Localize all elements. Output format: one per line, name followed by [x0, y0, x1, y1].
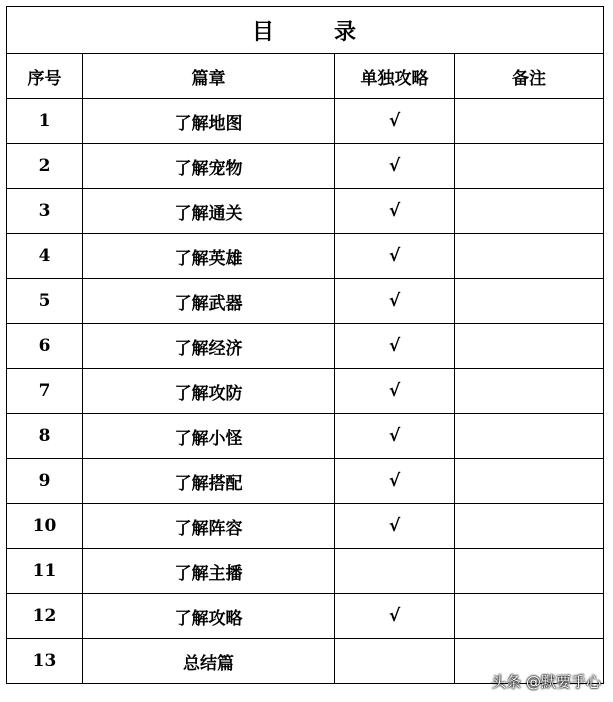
- row-note: [455, 324, 604, 369]
- row-index: 3: [7, 189, 83, 234]
- table-row: [7, 414, 604, 459]
- row-chapter: 了解阵容: [83, 504, 335, 549]
- row-guide-check: √: [335, 594, 455, 639]
- row-note: [455, 369, 604, 414]
- toc-body: [7, 99, 604, 684]
- row-guide-check: √: [335, 234, 455, 279]
- row-index: 6: [7, 324, 83, 369]
- row-chapter: 总结篇: [83, 639, 335, 684]
- row-index: 1: [7, 99, 83, 144]
- row-index: 5: [7, 279, 83, 324]
- row-index: 2: [7, 144, 83, 189]
- row-guide-check: √: [335, 189, 455, 234]
- row-chapter: 了解小怪: [83, 414, 335, 459]
- table-row: [7, 549, 604, 594]
- row-note: [455, 144, 604, 189]
- row-guide-check: √: [335, 324, 455, 369]
- row-chapter: 了解英雄: [83, 234, 335, 279]
- row-chapter: 了解宠物: [83, 144, 335, 189]
- row-chapter: 了解攻防: [83, 369, 335, 414]
- row-note: [455, 414, 604, 459]
- row-index: 8: [7, 414, 83, 459]
- row-note: [455, 504, 604, 549]
- row-index: 12: [7, 594, 83, 639]
- title-row: [7, 7, 604, 54]
- row-guide-check: √: [335, 144, 455, 189]
- toc-title: 目 录: [7, 7, 604, 54]
- row-guide-check: [335, 639, 455, 684]
- table-row: [7, 99, 604, 144]
- row-note: [455, 594, 604, 639]
- table-row: [7, 459, 604, 504]
- row-guide-check: √: [335, 369, 455, 414]
- table-row: [7, 234, 604, 279]
- row-note: [455, 549, 604, 594]
- row-index: 9: [7, 459, 83, 504]
- header-note: 备注: [455, 54, 604, 99]
- table-row: [7, 189, 604, 234]
- table-row: [7, 279, 604, 324]
- row-chapter: 了解武器: [83, 279, 335, 324]
- table-row: [7, 504, 604, 549]
- watermark: 头条 @默要手心: [491, 673, 601, 691]
- row-guide-check: √: [335, 99, 455, 144]
- row-note: [455, 279, 604, 324]
- row-index: 11: [7, 549, 83, 594]
- table-row: [7, 144, 604, 189]
- row-index: 4: [7, 234, 83, 279]
- row-note: [455, 459, 604, 504]
- row-chapter: 了解主播: [83, 549, 335, 594]
- row-index: 7: [7, 369, 83, 414]
- header-guide: 单独攻略: [335, 54, 455, 99]
- row-guide-check: [335, 549, 455, 594]
- header-chapter: 篇章: [83, 54, 335, 99]
- row-guide-check: √: [335, 459, 455, 504]
- row-guide-check: √: [335, 504, 455, 549]
- row-guide-check: √: [335, 414, 455, 459]
- row-note: [455, 99, 604, 144]
- row-chapter: 了解攻略: [83, 594, 335, 639]
- row-note: [455, 189, 604, 234]
- header-index: 序号: [7, 54, 83, 99]
- row-chapter: 了解通关: [83, 189, 335, 234]
- row-index: 10: [7, 504, 83, 549]
- row-chapter: 了解经济: [83, 324, 335, 369]
- table-row: [7, 369, 604, 414]
- row-index: 13: [7, 639, 83, 684]
- row-chapter: 了解搭配: [83, 459, 335, 504]
- toc-table: [6, 6, 604, 684]
- row-note: [455, 234, 604, 279]
- table-row: [7, 594, 604, 639]
- header-row: [7, 54, 604, 99]
- row-chapter: 了解地图: [83, 99, 335, 144]
- row-guide-check: √: [335, 279, 455, 324]
- table-row: [7, 324, 604, 369]
